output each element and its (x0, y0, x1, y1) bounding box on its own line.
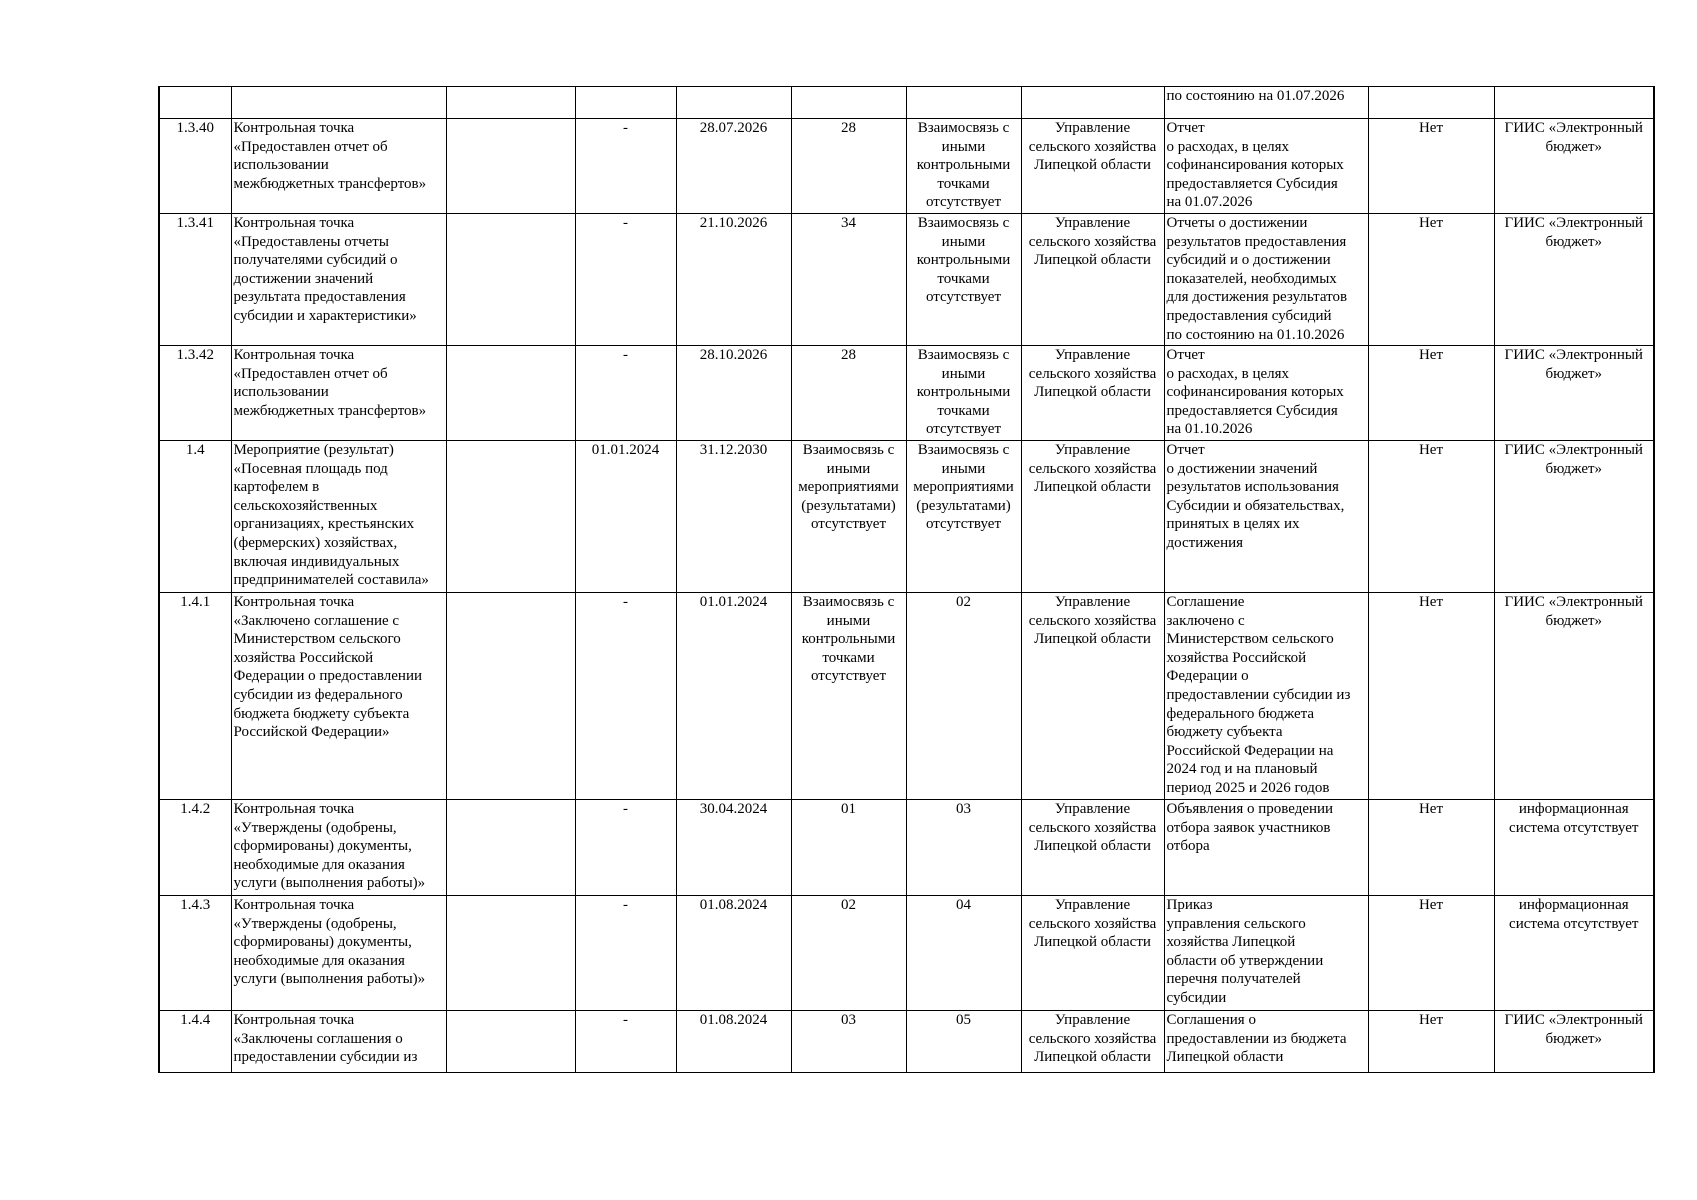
row-successor: 04 (906, 896, 1021, 1011)
row-empty-cell (446, 441, 575, 593)
row-flag: Нет (1368, 896, 1494, 1011)
row-document: Отчет о расходах, в целях софинансирования которых предоставляется Субсидия на 01.10.2026 (1164, 346, 1368, 441)
row-predecessor: 02 (791, 896, 906, 1011)
row-start-date (575, 87, 676, 119)
row-number: 1.4 (159, 441, 231, 593)
row-start-date: - (575, 593, 676, 800)
row-name: Контрольная точка «Заключены соглашения о предоставлении субсидии из (231, 1011, 446, 1073)
table-row (159, 800, 1654, 896)
row-start-date: - (575, 896, 676, 1011)
row-name: Контрольная точка «Утверждены (одобрены, сформированы) документы, необходимые для оказания услуги (выполнения работы)» (231, 896, 446, 1011)
row-end-date: 01.08.2024 (676, 1011, 791, 1073)
row-end-date: 30.04.2024 (676, 800, 791, 896)
row-end-date: 28.10.2026 (676, 346, 791, 441)
row-information-system: ГИИС «Электронный бюджет» (1494, 441, 1654, 593)
control-points-table (158, 86, 1655, 1073)
row-end-date (676, 87, 791, 119)
row-flag: Нет (1368, 346, 1494, 441)
row-predecessor: 03 (791, 1011, 906, 1073)
row-successor: Взаимосвязь с иными мероприятиями (результатами) отсутствует (906, 441, 1021, 593)
row-number: 1.3.41 (159, 214, 231, 346)
row-end-date: 21.10.2026 (676, 214, 791, 346)
row-predecessor: 01 (791, 800, 906, 896)
row-successor (906, 87, 1021, 119)
row-end-date: 31.12.2030 (676, 441, 791, 593)
table-row (159, 896, 1654, 1011)
row-end-date: 01.08.2024 (676, 896, 791, 1011)
row-name: Контрольная точка «Заключено соглашение с Министерством сельского хозяйства Российской Федерации о предоставлении субсидии из федерального бюджета бюджету субъекта Российской Федерации» (231, 593, 446, 800)
row-start-date: - (575, 1011, 676, 1073)
row-information-system: информационная система отсутствует (1494, 800, 1654, 896)
row-responsible: Управление сельского хозяйства Липецкой области (1021, 119, 1164, 214)
table-row (159, 1011, 1654, 1073)
row-document: Приказ управления сельского хозяйства Липецкой области об утверждении перечня получателей субсидии (1164, 896, 1368, 1011)
row-number (159, 87, 231, 119)
row-number: 1.4.4 (159, 1011, 231, 1073)
row-responsible (1021, 87, 1164, 119)
row-successor: Взаимосвязь с иными контрольными точками отсутствует (906, 214, 1021, 346)
row-responsible: Управление сельского хозяйства Липецкой области (1021, 441, 1164, 593)
row-document: Отчеты о достижении результатов предоставления субсидий и о достижении показателей, необходимых для достижения результатов предоставления субсидий по состоянию на 01.10.2026 (1164, 214, 1368, 346)
row-document: Отчет о достижении значений результатов использования Субсидии и обязательствах, принятых в целях их достижения (1164, 441, 1368, 593)
table-row (159, 346, 1654, 441)
row-flag: Нет (1368, 593, 1494, 800)
row-successor: Взаимосвязь с иными контрольными точками отсутствует (906, 346, 1021, 441)
row-predecessor: Взаимосвязь с иными мероприятиями (результатами) отсутствует (791, 441, 906, 593)
row-flag: Нет (1368, 441, 1494, 593)
row-predecessor: 34 (791, 214, 906, 346)
row-empty-cell (446, 87, 575, 119)
table-row (159, 119, 1654, 214)
row-empty-cell (446, 119, 575, 214)
row-document: Объявления о проведении отбора заявок участников отбора (1164, 800, 1368, 896)
row-successor: 02 (906, 593, 1021, 800)
row-number: 1.4.3 (159, 896, 231, 1011)
row-responsible: Управление сельского хозяйства Липецкой области (1021, 214, 1164, 346)
row-document: Отчет о расходах, в целях софинансирования которых предоставляется Субсидия на 01.07.2026 (1164, 119, 1368, 214)
row-responsible: Управление сельского хозяйства Липецкой области (1021, 800, 1164, 896)
row-responsible: Управление сельского хозяйства Липецкой области (1021, 1011, 1164, 1073)
row-end-date: 28.07.2026 (676, 119, 791, 214)
row-responsible: Управление сельского хозяйства Липецкой области (1021, 346, 1164, 441)
row-document: Соглашения о предоставлении из бюджета Липецкой области (1164, 1011, 1368, 1073)
row-name: Контрольная точка «Предоставлены отчеты получателями субсидий о достижении значений результата предоставления субсидии и характеристики» (231, 214, 446, 346)
row-name: Контрольная точка «Утверждены (одобрены, сформированы) документы, необходимые для оказания услуги (выполнения работы)» (231, 800, 446, 896)
row-start-date: - (575, 119, 676, 214)
row-information-system: ГИИС «Электронный бюджет» (1494, 593, 1654, 800)
row-predecessor: Взаимосвязь с иными контрольными точками отсутствует (791, 593, 906, 800)
row-number: 1.3.42 (159, 346, 231, 441)
row-start-date: - (575, 214, 676, 346)
row-start-date: - (575, 346, 676, 441)
row-successor: 03 (906, 800, 1021, 896)
row-start-date: 01.01.2024 (575, 441, 676, 593)
row-flag: Нет (1368, 119, 1494, 214)
row-empty-cell (446, 896, 575, 1011)
row-information-system: ГИИС «Электронный бюджет» (1494, 214, 1654, 346)
row-information-system (1494, 87, 1654, 119)
table-row (159, 593, 1654, 800)
row-end-date: 01.01.2024 (676, 593, 791, 800)
table-row (159, 87, 1654, 119)
row-empty-cell (446, 800, 575, 896)
row-predecessor: 28 (791, 119, 906, 214)
row-empty-cell (446, 593, 575, 800)
row-name: Мероприятие (результат) «Посевная площадь под картофелем в сельскохозяйственных организациях, крестьянских (фермерских) хозяйствах, включая индивидуальных предпринимателей составила» (231, 441, 446, 593)
row-predecessor (791, 87, 906, 119)
row-empty-cell (446, 214, 575, 346)
row-name: Контрольная точка «Предоставлен отчет об использовании межбюджетных трансфертов» (231, 346, 446, 441)
row-successor: Взаимосвязь с иными контрольными точками отсутствует (906, 119, 1021, 214)
table-body (159, 87, 1654, 1073)
row-empty-cell (446, 1011, 575, 1073)
row-successor: 05 (906, 1011, 1021, 1073)
row-information-system: информационная система отсутствует (1494, 896, 1654, 1011)
row-start-date: - (575, 800, 676, 896)
row-information-system: ГИИС «Электронный бюджет» (1494, 1011, 1654, 1073)
table-row (159, 214, 1654, 346)
table-row (159, 441, 1654, 593)
row-information-system: ГИИС «Электронный бюджет» (1494, 346, 1654, 441)
row-document: Соглашение заключено с Министерством сельского хозяйства Российской Федерации о предоставлении субсидии из федерального бюджета бюджету субъекта Российской Федерации на 2024 год и на плановый период 2025 и 2026 годов (1164, 593, 1368, 800)
row-number: 1.4.1 (159, 593, 231, 800)
row-name: Контрольная точка «Предоставлен отчет об использовании межбюджетных трансфертов» (231, 119, 446, 214)
row-flag (1368, 87, 1494, 119)
row-number: 1.3.40 (159, 119, 231, 214)
row-information-system: ГИИС «Электронный бюджет» (1494, 119, 1654, 214)
row-name (231, 87, 446, 119)
row-number: 1.4.2 (159, 800, 231, 896)
row-responsible: Управление сельского хозяйства Липецкой области (1021, 593, 1164, 800)
row-flag: Нет (1368, 800, 1494, 896)
row-empty-cell (446, 346, 575, 441)
row-flag: Нет (1368, 214, 1494, 346)
row-document: по состоянию на 01.07.2026 (1164, 87, 1368, 119)
row-predecessor: 28 (791, 346, 906, 441)
row-responsible: Управление сельского хозяйства Липецкой области (1021, 896, 1164, 1011)
row-flag: Нет (1368, 1011, 1494, 1073)
